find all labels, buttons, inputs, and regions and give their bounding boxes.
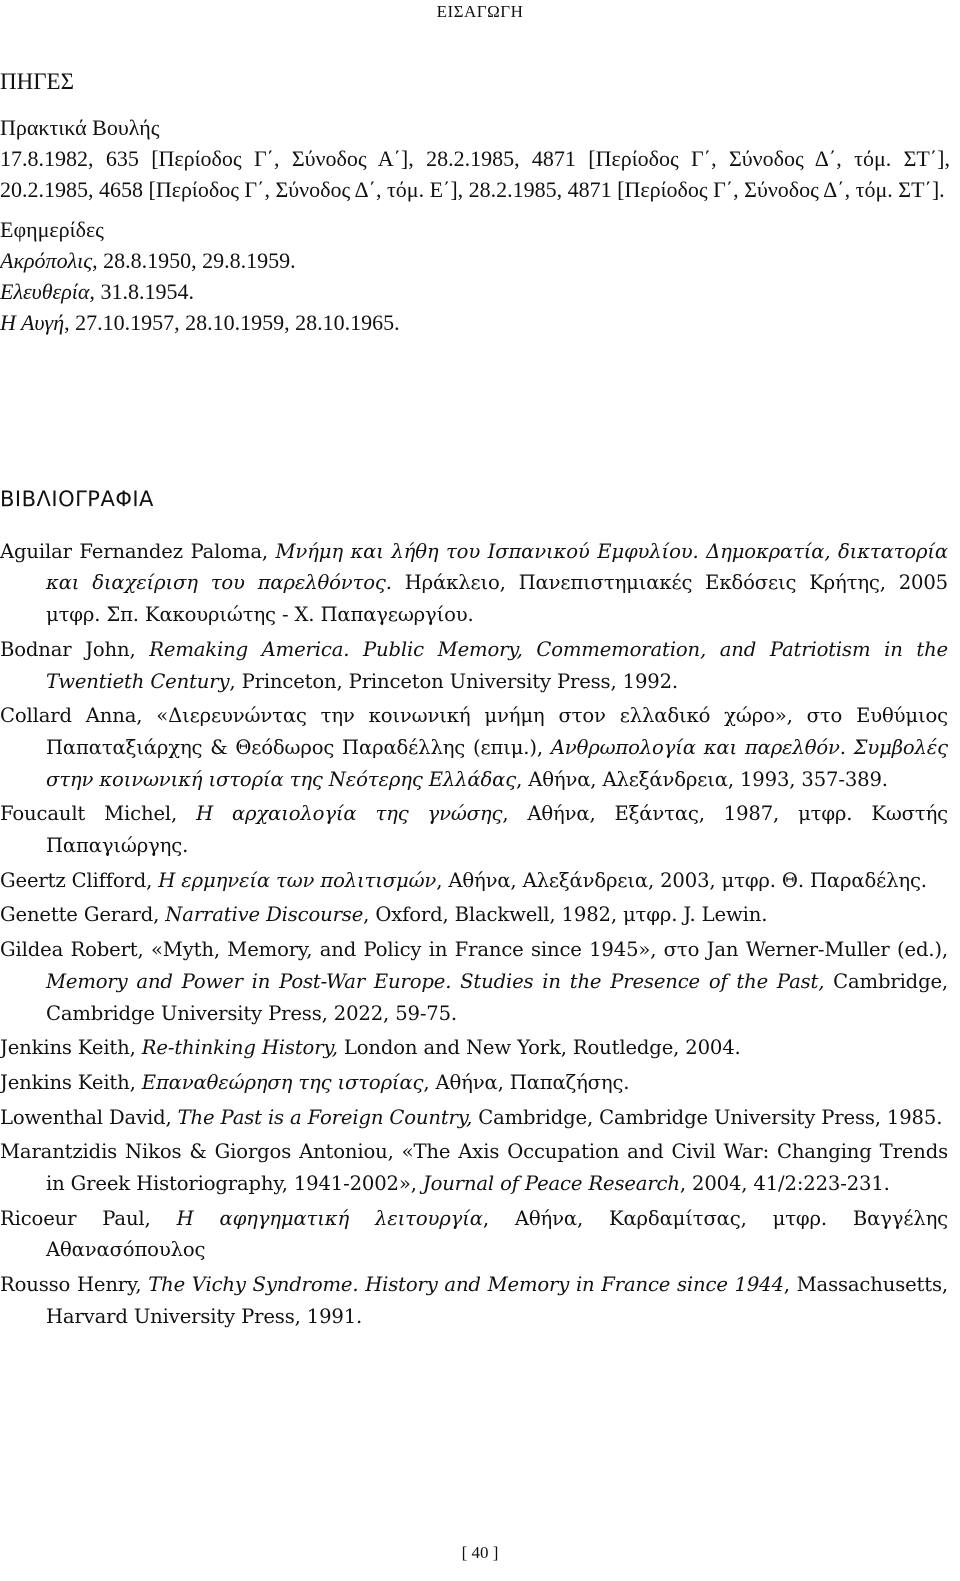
entry-publication: Cambridge, Cambridge University Press, 1985. bbox=[472, 1105, 943, 1129]
entry-publication: Ηράκλειο, Πανεπιστημιακές Εκδόσεις Κρήτης, 2005 μτφρ. Σπ. Κακουριώτης - Χ. Παπαγεωργίου. bbox=[46, 571, 948, 627]
entry-title: Narrative Discourse bbox=[165, 903, 364, 927]
entry-author: Jenkins Keith, bbox=[0, 1070, 142, 1094]
sources-section bbox=[0, 66, 950, 338]
parliament-records: 17.8.1982, 635 [Περίοδος Γ΄, Σύνοδος Α΄], 28.2.1985, 4871 [Περίοδος Γ΄, Σύνοδος Δ΄, τόμ. ΣΤ΄], 20.2.1985, 4658 [Περίοδος Γ΄, Σύνοδος Δ΄, τόμ. Ε΄], 28.2.1985, 4871 [Περίοδος Γ΄, Σύνοδος Δ΄, τόμ. ΣΤ΄]. bbox=[0, 146, 950, 202]
newspaper-dates: , 28.8.1950, 29.8.1959. bbox=[92, 248, 296, 273]
bibliography-entry bbox=[0, 1067, 948, 1099]
entry-author: Collard Anna, «Διερευνώντας την κοινωνική μνήμη στον ελλαδικό χώρο», στο Ευθύμιος Παπαταξιάρχης & Θεόδωρος Παραδέλλης (επιμ.), bbox=[0, 704, 948, 759]
running-head: ΕΙΣΑΓΩΓΗ bbox=[436, 2, 524, 21]
entry-publication: , Oxford, Blackwell, 1982, μτφρ. J. Lewin. bbox=[363, 903, 768, 927]
bibliography-entry bbox=[0, 1136, 948, 1199]
newspaper-title: Η Αυγή bbox=[0, 310, 65, 335]
newspaper-item bbox=[0, 245, 950, 276]
entry-author: Marantzidis Nikos & Giorgos Antoniou, «The Axis Occupation and Civil War: Changing Trends in Greek Historiography, 1941-2002», bbox=[0, 1140, 948, 1196]
entry-title: Μνήμη και λήθη του Ισπανικού Εμφυλίου. Δημοκρατία, δικτατορία και διαχείριση του παρελθόντος. bbox=[46, 539, 948, 595]
entry-title: The Vichy Syndrome. History and Memory in France since 1944 bbox=[148, 1273, 784, 1297]
entry-title: Η ερμηνεία των πολιτισμών bbox=[158, 868, 437, 892]
bibliography-entry bbox=[0, 634, 948, 697]
entry-publication: , 2004, 41/2:223-231. bbox=[679, 1172, 890, 1196]
entry-author: Foucault Michel, bbox=[0, 802, 197, 826]
entry-title: Η αρχαιολογία της γνώσης bbox=[196, 802, 503, 826]
entry-publication: London and New York, Routledge, 2004. bbox=[337, 1036, 741, 1060]
entry-title: Journal of Peace Research bbox=[422, 1172, 680, 1196]
bibliography-entry bbox=[0, 1032, 948, 1064]
bibliography-entry bbox=[0, 1203, 948, 1266]
entry-author: Ricoeur Paul, bbox=[0, 1206, 177, 1230]
newspaper-title: Ακρόπολις bbox=[0, 248, 93, 273]
entry-title: The Past is a Foreign Country, bbox=[177, 1105, 473, 1129]
entry-publication: , Αθήνα, Καρδαμίτσας, μτφρ. Βαγγέλης Αθανασόπουλος bbox=[46, 1206, 949, 1262]
entry-publication: , Αθήνα, Εξάντας, 1987, μτφρ. Κωστής Παπαγιώργης. bbox=[46, 802, 948, 858]
entry-publication: , Princeton, Princeton University Press, 1992. bbox=[229, 669, 678, 693]
entry-author: Jenkins Keith, bbox=[0, 1036, 142, 1060]
newspapers-heading: Εφημερίδες bbox=[0, 217, 104, 242]
entry-publication: , Massachusetts, Harvard University Press, 1991. bbox=[46, 1273, 948, 1328]
entry-author: Rousso Henry, bbox=[0, 1273, 149, 1297]
entry-publication: , Αθήνα, Αλεξάνδρεια, 2003, μτφρ. Θ. Παραδέλης. bbox=[436, 868, 927, 892]
bibliography-entry bbox=[0, 899, 948, 931]
entry-publication: Cambridge, Cambridge University Press, 2022, 59-75. bbox=[46, 969, 948, 1025]
bibliography-entry bbox=[0, 1102, 948, 1134]
bibliography-entry bbox=[0, 536, 948, 631]
entry-author: Aguilar Fernandez Paloma, bbox=[0, 539, 276, 563]
bibliography-section bbox=[0, 484, 948, 1336]
parliament-heading: Πρακτικά Βουλής bbox=[0, 115, 160, 140]
newspaper-dates: 31.8.1954. bbox=[94, 279, 194, 304]
entry-author: Geertz Clifford, bbox=[0, 868, 159, 892]
bibliography-heading: ΒΙΒΛΙΟΓΡΑΦΙΑ bbox=[0, 487, 154, 511]
bibliography-entry bbox=[0, 700, 948, 795]
entry-title: Re-thinking History, bbox=[141, 1036, 338, 1060]
bibliography-entry bbox=[0, 1269, 948, 1332]
entry-title: Επαναθεώρηση της ιστορίας bbox=[141, 1070, 424, 1094]
newspaper-item bbox=[0, 276, 950, 307]
entry-author: Gildea Robert, «Myth, Memory, and Policy in France since 1945», στο Jan Werner-Muller (ed.), bbox=[0, 938, 948, 962]
entry-title: Ανθρωπολογία και παρελθόν. Συμβολές στην κοινωνική ιστορία της Νεότερης Ελλάδας bbox=[46, 735, 948, 791]
entry-author: Genette Gerard, bbox=[0, 903, 166, 927]
entry-title: Memory and Power in Post-War Europe. Studies in the Presence of the Past, bbox=[46, 969, 825, 993]
bibliography-entry bbox=[0, 865, 948, 897]
entry-publication: , Αθήνα, Παπαζήσης. bbox=[423, 1070, 630, 1094]
newspaper-dates: , 27.10.1957, 28.10.1959, 28.10.1965. bbox=[64, 310, 400, 335]
bibliography-entry bbox=[0, 798, 948, 861]
entry-author: Bodnar John, bbox=[0, 637, 150, 661]
sources-heading: ΠΗΓΕΣ bbox=[0, 69, 74, 94]
entry-publication: , Αθήνα, Αλεξάνδρεια, 1993, 357-389. bbox=[516, 767, 888, 791]
entry-author: Lowenthal David, bbox=[0, 1105, 178, 1129]
bibliography-entry bbox=[0, 934, 948, 1029]
entry-title: Remaking America. Public Memory, Commemoration, and Patriotism in the Twentieth Century bbox=[46, 637, 948, 693]
newspaper-title: Ελευθερία, bbox=[0, 279, 95, 304]
newspaper-item bbox=[0, 307, 950, 338]
page-number: [ 40 ] bbox=[461, 1543, 499, 1562]
entry-title: Η αφηγηματική λειτουργία bbox=[176, 1206, 483, 1230]
